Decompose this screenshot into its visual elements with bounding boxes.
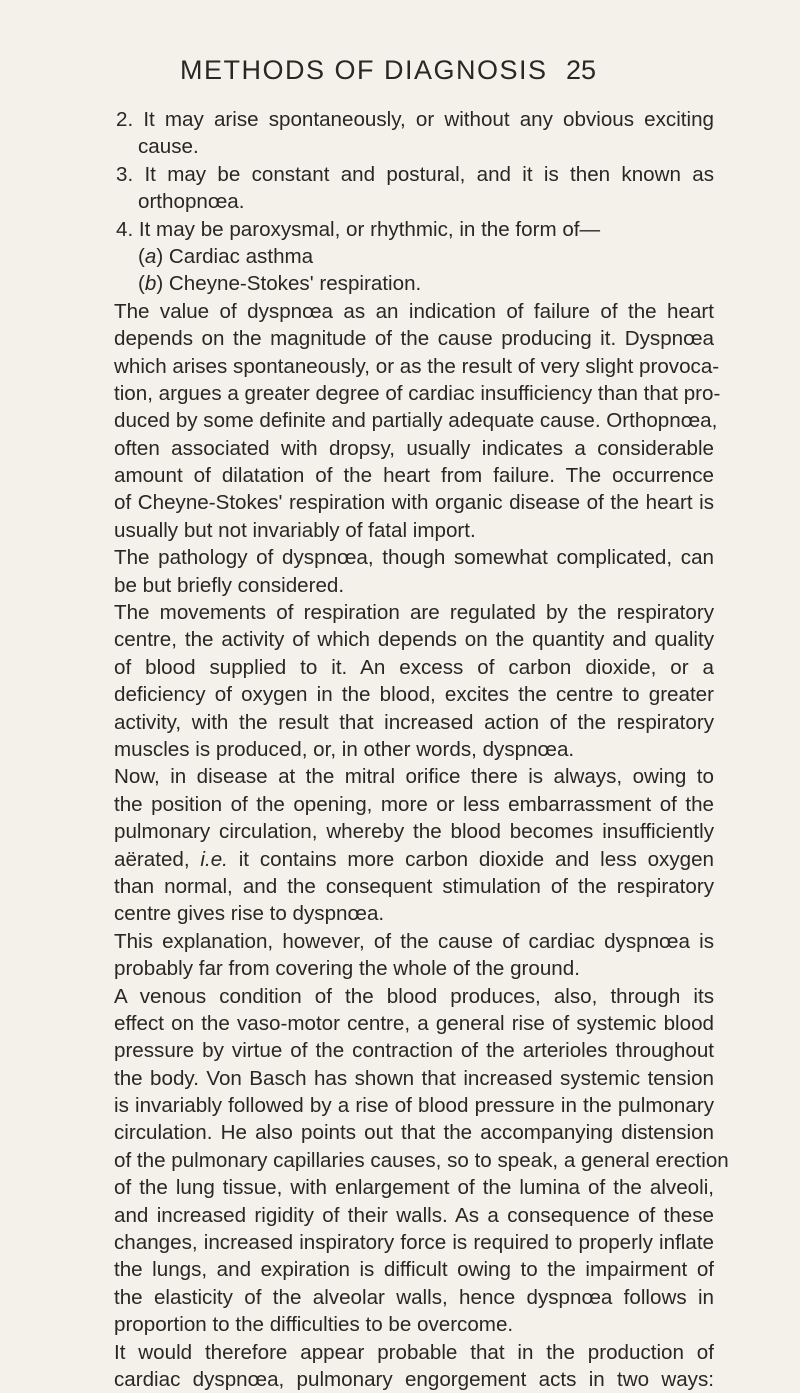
sub-item-a: (a) Cardiac asthma — [138, 244, 314, 268]
paragraph-6-line: pressure by virtue of the contraction of the arterioles throughout — [114, 1039, 714, 1063]
sub-item-b-marker: b — [144, 272, 157, 296]
paragraph-7-line: cardiac dyspnœa, pulmonary engorgement acts in two ways: — [114, 1367, 714, 1391]
paragraph-4-line: Now, in disease at the mitral orifice there is always, owing to — [114, 765, 714, 789]
paragraph-1-line: often associated with dropsy, usually indicates a considerable — [114, 436, 714, 460]
paragraph-4-line: than normal, and the consequent stimulation of the respiratory — [114, 874, 714, 898]
paragraph-7-line: It would therefore appear probable that in the production of — [114, 1340, 714, 1364]
list-item-2-line-2: cause. — [138, 135, 199, 159]
paragraph-3-line: deficiency of oxygen in the blood, excites the centre to greater — [114, 683, 714, 707]
paragraph-3-line: of blood supplied to it. An excess of carbon dioxide, or a — [114, 655, 714, 679]
paragraph-6-line: of the lung tissue, with enlargement of the lumina of the alveoli, — [114, 1176, 714, 1200]
paragraph-3-line: centre, the activity of which depends on the quantity and quality — [114, 628, 714, 652]
list-item-3-line-1: 3. It may be constant and postural, and it is then known as — [116, 162, 714, 186]
paragraph-1-line: The value of dyspnœa as an indication of failure of the heart — [114, 299, 714, 323]
paragraph-6-line: the body. Von Basch has shown that increased systemic tension — [114, 1066, 714, 1090]
paragraph-1-line: usually but not invariably of fatal import. — [114, 518, 476, 542]
paragraph-4-line-ie — [114, 846, 714, 873]
paragraph-5-line: probably far from covering the whole of the ground. — [114, 957, 580, 981]
paragraph-1-line: tion, argues a greater degree of cardiac insufficiency than that pro- — [114, 381, 721, 405]
paragraph-5-line: This explanation, however, of the cause of cardiac dyspnœa is — [114, 929, 714, 953]
list-item-3-line-2: orthopnœa. — [138, 190, 245, 214]
italic-ie: i.e. — [200, 847, 228, 871]
sub-item-b: (b) Cheyne-Stokes' respiration. — [138, 272, 422, 296]
paragraph-6-line: the lungs, and expiration is difficult owing to the impairment of — [114, 1258, 714, 1282]
paragraph-6-line: of the pulmonary capillaries causes, so to speak, a general erection — [114, 1148, 729, 1172]
paragraph-1-line: amount of dilatation of the heart from failure. The occurrence — [114, 464, 714, 488]
list-item-4: 4. It may be paroxysmal, or rhythmic, in the form of— — [116, 217, 601, 241]
paragraph-4-line: pulmonary circulation, whereby the blood becomes insufficiently — [114, 820, 714, 844]
text-span: aërated, — [114, 847, 201, 871]
paragraph-1-line: duced by some definite and partially adequate cause. Orthopnœa, — [114, 409, 718, 433]
body-text — [114, 106, 729, 1393]
paragraph-6-line: and increased rigidity of their walls. As a consequence of these — [114, 1203, 714, 1227]
paragraph-6-line: changes, increased inspiratory force is required to properly inflate — [114, 1231, 714, 1255]
paragraph-6-line: proportion to the difficulties to be overcome. — [114, 1313, 514, 1337]
paragraph-6-line: the elasticity of the alveolar walls, hence dyspnœa follows in — [114, 1285, 714, 1309]
sub-item-a-text: Cardiac asthma — [168, 244, 314, 268]
paragraph-4-line: the position of the opening, more or less embarrassment of the — [114, 792, 714, 816]
paragraph-4-line: centre gives rise to dyspnœa. — [114, 902, 385, 926]
page-header — [0, 55, 800, 95]
paragraph-6-line: circulation. He also points out that the accompanying distension — [114, 1121, 714, 1145]
page-number: 25 — [566, 55, 597, 85]
paragraph-3-line: activity, with the result that increased action of the respiratory — [114, 710, 714, 734]
paragraph-1-line: which arises spontaneously, or as the result of very slight provoca- — [114, 354, 720, 378]
paragraph-2-line: The pathology of dyspnœa, though somewhat complicated, can — [114, 546, 714, 570]
paragraph-3-line: muscles is produced, or, in other words, dyspnœa. — [114, 737, 575, 761]
list-item-2-line-1: 2. It may arise spontaneously, or without any obvious exciting — [116, 108, 714, 131]
paragraph-1-line: depends on the magnitude of the cause producing it. Dyspnœa — [114, 327, 714, 351]
sub-item-a-marker: a — [144, 244, 157, 268]
paragraph-6-line: effect on the vaso-motor centre, a general rise of systemic blood — [114, 1011, 714, 1035]
paragraph-2-line: be but briefly considered. — [114, 573, 345, 597]
text-span: it contains more carbon dioxide and less oxygen — [227, 847, 714, 871]
paragraph-6-line: is invariably followed by a rise of blood pressure in the pulmonary — [114, 1094, 714, 1118]
running-title: METHODS OF DIAGNOSIS — [180, 55, 548, 85]
paragraph-3-line: The movements of respiration are regulated by the respiratory — [114, 601, 714, 625]
paragraph-1-line: of Cheyne-Stokes' respiration with organic disease of the heart is — [114, 491, 714, 515]
sub-item-b-text: Cheyne-Stokes' respiration. — [168, 272, 422, 296]
paragraph-6-line: A venous condition of the blood produces, also, through its — [114, 984, 714, 1008]
